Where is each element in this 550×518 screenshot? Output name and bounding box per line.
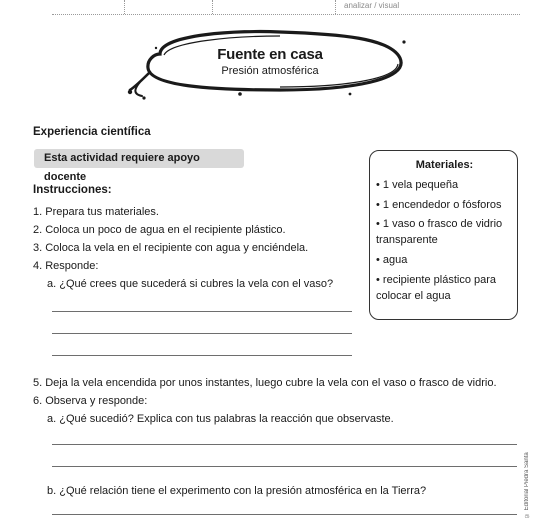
header-divider (335, 0, 336, 14)
brush-bubble-shape (120, 24, 420, 104)
material-item: • 1 vaso o frasco de vidrio transparente (376, 218, 503, 246)
instruction-step: 5. Deja la vela encendida por unos instantes, luego cubre la vela con el vaso o frasco de vidrio. (33, 377, 497, 389)
answer-line[interactable] (52, 466, 517, 467)
title-bubble (120, 24, 420, 104)
material-item: • 1 vela pequeña (376, 179, 459, 191)
page-title: Fuente en casa (217, 46, 323, 63)
material-item: • recipiente plástico para colocar el agua (376, 274, 497, 302)
answer-line[interactable] (52, 355, 352, 356)
answer-line[interactable] (52, 514, 517, 515)
answer-line[interactable] (52, 311, 352, 312)
instructions-heading: Instrucciones: (33, 184, 112, 196)
question-text: a. ¿Qué sucedió? Explica con tus palabras la reacción que observaste. (47, 413, 394, 425)
section-title: Experiencia científica (33, 126, 151, 138)
teacher-support-banner: Esta actividad requiere apoyo docente (34, 149, 244, 168)
header-divider (212, 0, 213, 14)
header-fragment-text: analizar / visual (344, 1, 400, 10)
material-item: • agua (376, 254, 408, 266)
question-text: a. ¿Qué crees que sucederá si cubres la vela con el vaso? (47, 278, 334, 290)
answer-line[interactable] (52, 444, 517, 445)
materials-heading: Materiales: (415, 159, 474, 171)
page-subtitle: Presión atmosférica (221, 65, 319, 77)
instruction-step: 1. Prepara tus materiales. (33, 206, 159, 218)
instruction-step: 4. Responde: (33, 260, 99, 272)
question-text: b. ¿Qué relación tiene el experimento con la presión atmosférica en la Tierra? (47, 485, 427, 497)
header-divider (124, 0, 125, 14)
header-rule (52, 14, 520, 15)
answer-line[interactable] (52, 333, 352, 334)
instruction-step: 3. Coloca la vela en el recipiente con agua y enciéndela. (33, 242, 309, 254)
instruction-step: 6. Observa y responde: (33, 395, 148, 407)
publisher-note: © Editorial Piedra Santa (524, 452, 530, 518)
instruction-step: 2. Coloca un poco de agua en el recipiente plástico. (33, 224, 286, 236)
materials-box (369, 150, 518, 320)
material-item: • 1 encendedor o fósforos (376, 199, 502, 211)
